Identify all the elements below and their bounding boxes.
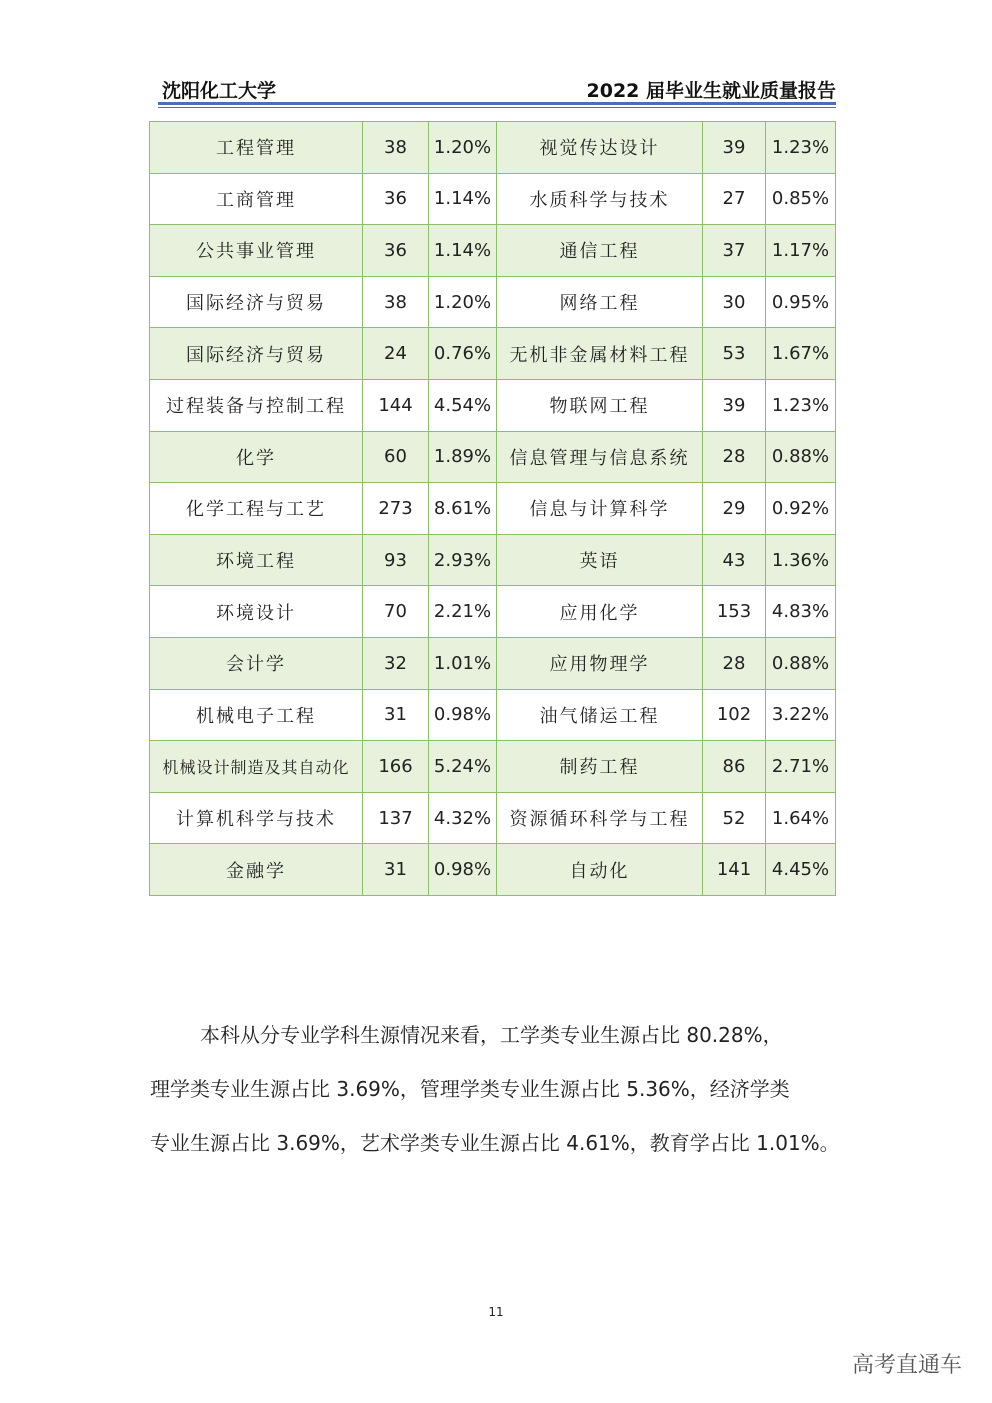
major-name-cell: 自动化 <box>497 844 703 896</box>
graduate-count-cell: 141 <box>703 844 766 896</box>
table-row <box>150 534 836 586</box>
graduate-count-cell: 31 <box>363 689 429 741</box>
graduate-count-cell: 39 <box>703 122 766 174</box>
major-name-cell: 油气储运工程 <box>497 689 703 741</box>
major-name-cell: 资源循环科学与工程 <box>497 792 703 844</box>
graduate-count-cell: 37 <box>703 225 766 277</box>
graduate-count-cell: 137 <box>363 792 429 844</box>
graduate-count-cell: 70 <box>363 586 429 638</box>
table-row <box>150 483 836 535</box>
graduate-percent-cell: 0.98% <box>429 844 497 896</box>
major-name-cell: 应用化学 <box>497 586 703 638</box>
graduate-percent-cell: 4.45% <box>766 844 836 896</box>
graduate-percent-cell: 1.64% <box>766 792 836 844</box>
graduate-count-cell: 36 <box>363 225 429 277</box>
graduate-percent-cell: 1.89% <box>429 431 497 483</box>
major-name-cell: 过程装备与控制工程 <box>150 379 363 431</box>
graduate-count-cell: 53 <box>703 328 766 380</box>
major-name-cell: 工程管理 <box>150 122 363 174</box>
page-number: 11 <box>488 1305 504 1319</box>
major-name-cell: 国际经济与贸易 <box>150 276 363 328</box>
graduate-percent-cell: 4.54% <box>429 379 497 431</box>
graduate-count-cell: 32 <box>363 637 429 689</box>
graduate-percent-cell: 1.17% <box>766 225 836 277</box>
graduate-count-cell: 39 <box>703 379 766 431</box>
graduate-count-cell: 38 <box>363 122 429 174</box>
graduate-percent-cell: 1.23% <box>766 122 836 174</box>
major-name-cell: 制药工程 <box>497 741 703 793</box>
graduate-count-cell: 36 <box>363 173 429 225</box>
graduate-percent-cell: 1.01% <box>429 637 497 689</box>
graduate-percent-cell: 0.98% <box>429 689 497 741</box>
major-name-cell: 物联网工程 <box>497 379 703 431</box>
graduate-percent-cell: 4.83% <box>766 586 836 638</box>
major-name-cell: 工商管理 <box>150 173 363 225</box>
graduate-count-cell: 29 <box>703 483 766 535</box>
major-name-cell: 会计学 <box>150 637 363 689</box>
graduate-percent-cell: 1.14% <box>429 173 497 225</box>
university-name: 沈阳化工大学 <box>162 80 277 102</box>
graduate-percent-cell: 2.71% <box>766 741 836 793</box>
graduate-count-cell: 24 <box>363 328 429 380</box>
table-row <box>150 276 836 328</box>
major-name-cell: 英语 <box>497 534 703 586</box>
table-row <box>150 792 836 844</box>
table-row <box>150 431 836 483</box>
page-header <box>158 72 836 102</box>
major-name-cell: 金融学 <box>150 844 363 896</box>
major-name-cell: 计算机科学与技术 <box>150 792 363 844</box>
graduate-percent-cell: 2.21% <box>429 586 497 638</box>
graduate-count-cell: 166 <box>363 741 429 793</box>
graduate-percent-cell: 1.20% <box>429 276 497 328</box>
major-name-cell: 无机非金属材料工程 <box>497 328 703 380</box>
report-title: 2022 届毕业生就业质量报告 <box>586 80 836 102</box>
major-name-cell: 通信工程 <box>497 225 703 277</box>
table-row <box>150 689 836 741</box>
table-row <box>150 741 836 793</box>
graduate-percent-cell: 0.92% <box>766 483 836 535</box>
major-name-cell: 国际经济与贸易 <box>150 328 363 380</box>
graduate-count-cell: 273 <box>363 483 429 535</box>
table-row <box>150 379 836 431</box>
table-row <box>150 173 836 225</box>
graduate-count-cell: 43 <box>703 534 766 586</box>
graduate-count-cell: 28 <box>703 637 766 689</box>
graduate-percent-cell: 1.36% <box>766 534 836 586</box>
graduate-count-cell: 60 <box>363 431 429 483</box>
graduate-percent-cell: 0.95% <box>766 276 836 328</box>
graduate-percent-cell: 0.76% <box>429 328 497 380</box>
graduate-percent-cell: 4.32% <box>429 792 497 844</box>
major-name-cell: 化学工程与工艺 <box>150 483 363 535</box>
summary-line-1: 本科从分专业学科生源情况来看，工学类专业生源占比 80.28%， <box>200 1023 783 1047</box>
graduate-percent-cell: 3.22% <box>766 689 836 741</box>
major-name-cell: 机械电子工程 <box>150 689 363 741</box>
summary-line-3: 专业生源占比 3.69%，艺术学类专业生源占比 4.61%，教育学占比 1.01%。 <box>150 1131 840 1155</box>
graduate-percent-cell: 1.14% <box>429 225 497 277</box>
major-name-cell: 公共事业管理 <box>150 225 363 277</box>
graduate-count-cell: 30 <box>703 276 766 328</box>
major-name-cell: 视觉传达设计 <box>497 122 703 174</box>
major-name-cell: 机械设计制造及其自动化 <box>150 741 363 793</box>
major-name-cell: 网络工程 <box>497 276 703 328</box>
graduate-count-cell: 52 <box>703 792 766 844</box>
graduate-percent-cell: 1.23% <box>766 379 836 431</box>
summary-paragraph <box>150 1008 840 1170</box>
graduate-percent-cell: 1.20% <box>429 122 497 174</box>
table-row <box>150 637 836 689</box>
table-row <box>150 122 836 174</box>
graduate-percent-cell: 0.88% <box>766 431 836 483</box>
graduate-count-cell: 144 <box>363 379 429 431</box>
graduate-count-cell: 27 <box>703 173 766 225</box>
header-rule-thin <box>158 107 836 108</box>
graduate-count-cell: 86 <box>703 741 766 793</box>
graduate-count-cell: 153 <box>703 586 766 638</box>
major-distribution-table <box>149 121 836 896</box>
major-name-cell: 应用物理学 <box>497 637 703 689</box>
graduate-percent-cell: 8.61% <box>429 483 497 535</box>
graduate-count-cell: 102 <box>703 689 766 741</box>
major-name-cell: 环境设计 <box>150 586 363 638</box>
summary-line-2: 理学类专业生源占比 3.69%，管理学类专业生源占比 5.36%，经济学类 <box>150 1077 790 1101</box>
graduate-count-cell: 28 <box>703 431 766 483</box>
table-row <box>150 328 836 380</box>
graduate-count-cell: 93 <box>363 534 429 586</box>
graduate-percent-cell: 0.85% <box>766 173 836 225</box>
watermark-text: 高考直通车 <box>851 1353 962 1378</box>
major-name-cell: 化学 <box>150 431 363 483</box>
major-name-cell: 信息与计算科学 <box>497 483 703 535</box>
header-rule-thick <box>158 102 836 105</box>
graduate-count-cell: 31 <box>363 844 429 896</box>
graduate-percent-cell: 0.88% <box>766 637 836 689</box>
major-name-cell: 水质科学与技术 <box>497 173 703 225</box>
table-row <box>150 844 836 896</box>
table-row <box>150 586 836 638</box>
major-name-cell: 环境工程 <box>150 534 363 586</box>
graduate-percent-cell: 1.67% <box>766 328 836 380</box>
graduate-percent-cell: 5.24% <box>429 741 497 793</box>
graduate-count-cell: 38 <box>363 276 429 328</box>
table-row <box>150 225 836 277</box>
major-name-cell: 信息管理与信息系统 <box>497 431 703 483</box>
graduate-percent-cell: 2.93% <box>429 534 497 586</box>
